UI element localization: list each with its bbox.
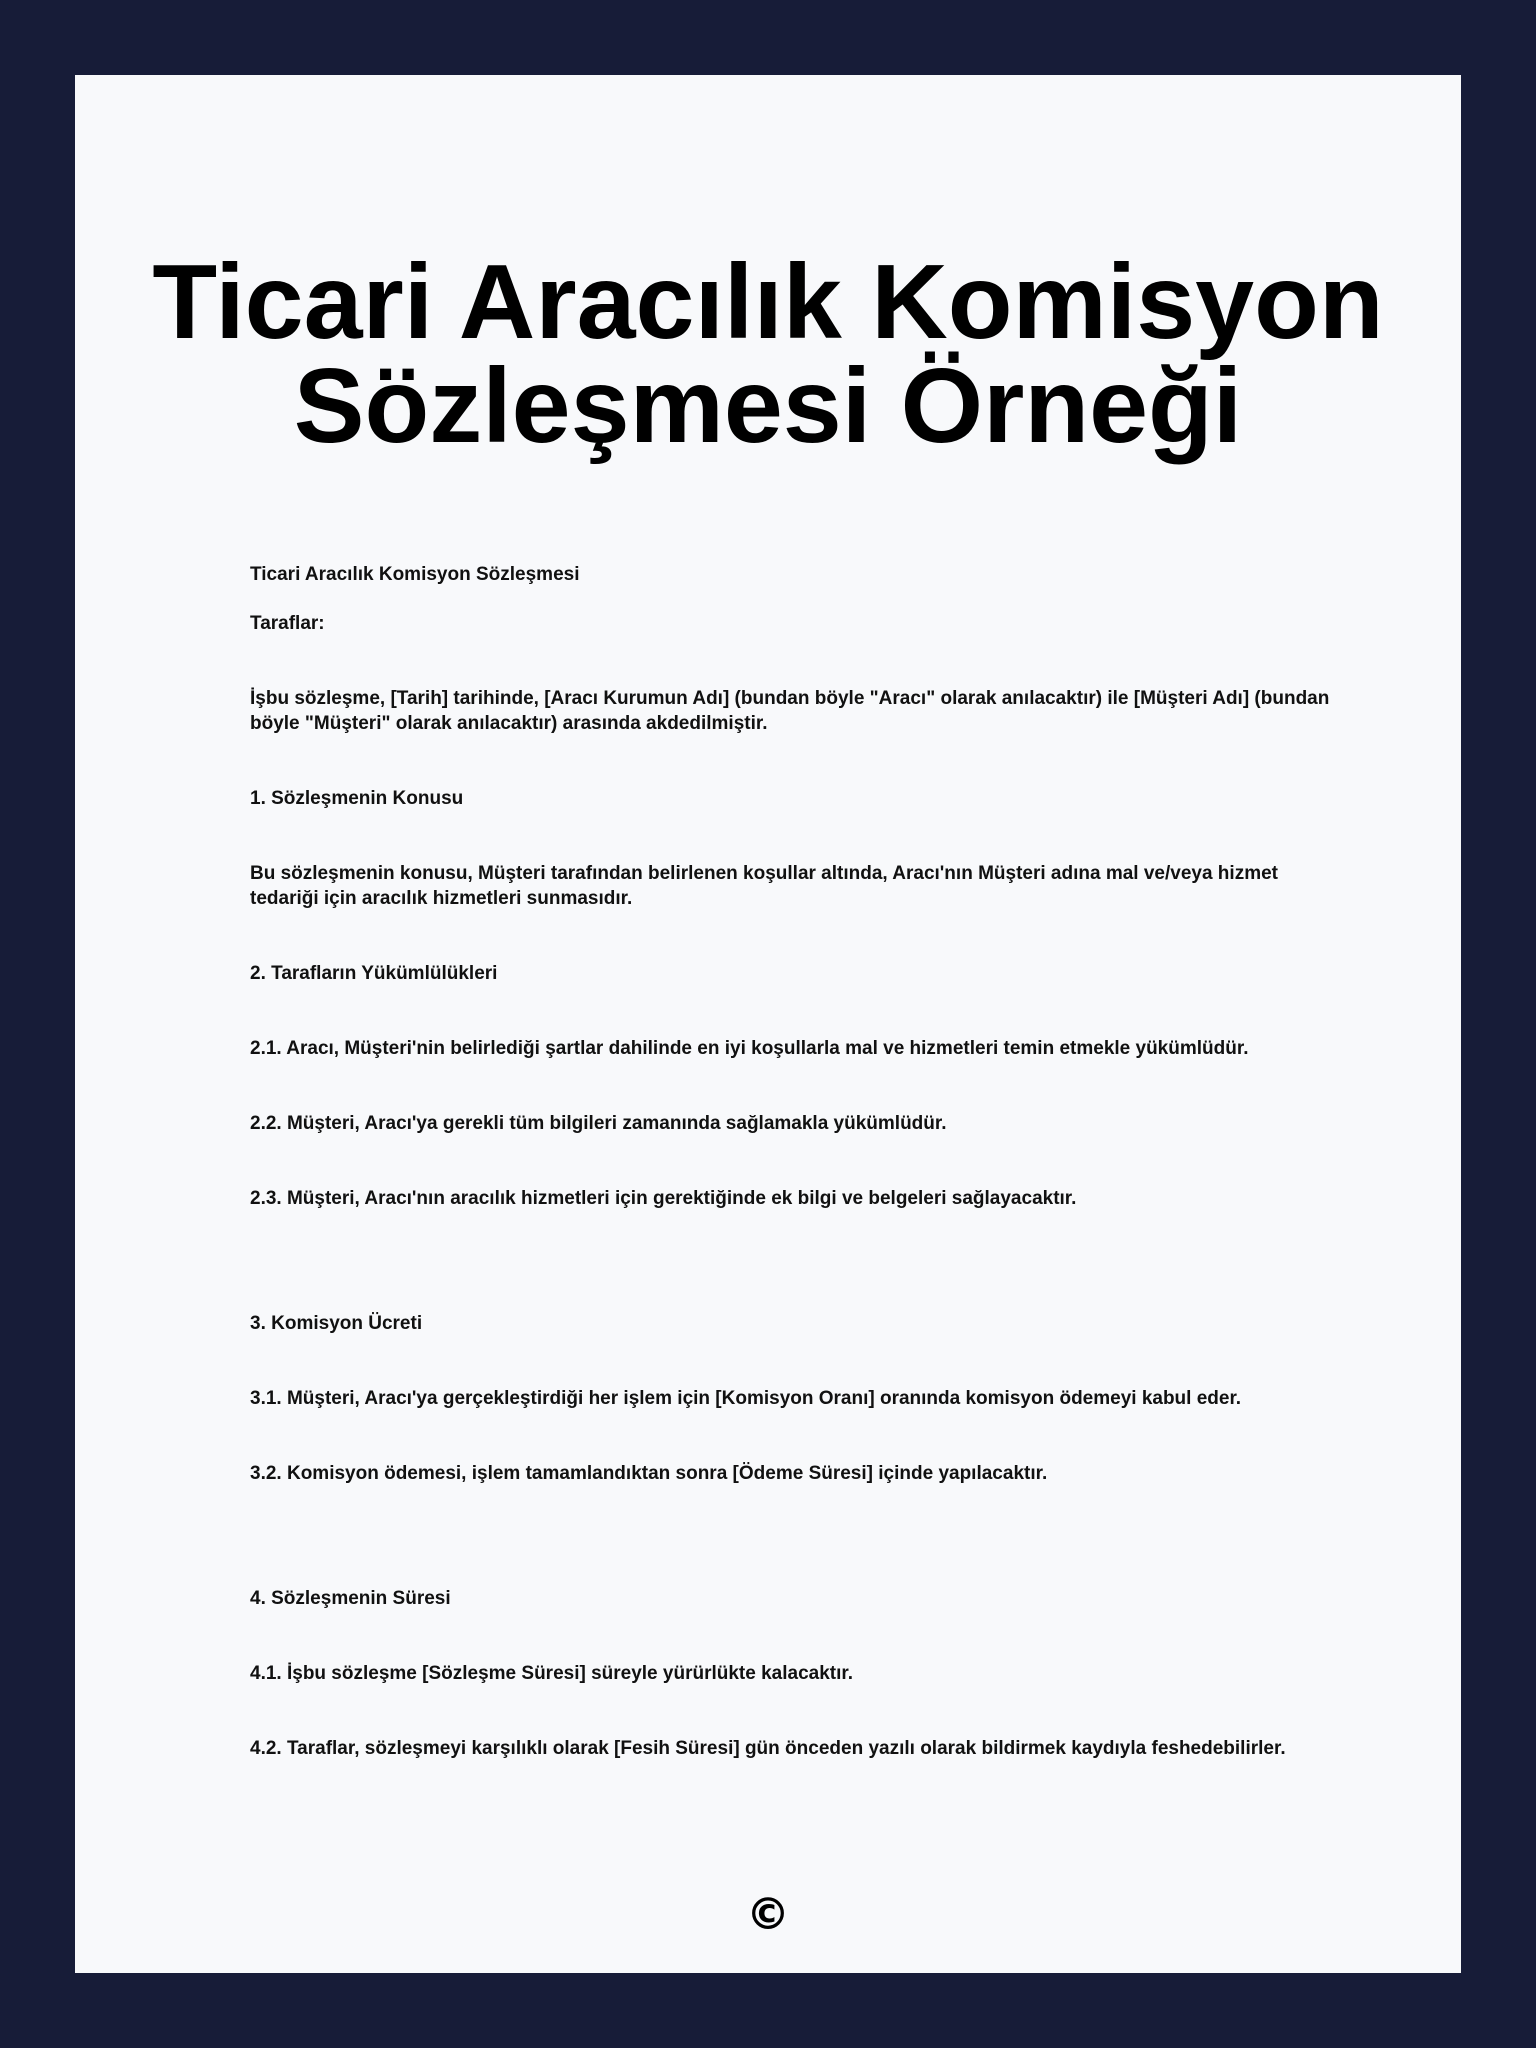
section-1-title: 1. Sözleşmenin Konusu <box>250 788 464 809</box>
document-title: Ticari Aracılık Komisyon Sözleşmesi Örneği <box>152 243 1384 465</box>
copyright-icon: © <box>746 1889 790 1940</box>
document-page <box>75 75 1461 1973</box>
section-2-1: 2.1. Aracı, Müşteri'nin belirlediği şartlar dahilinde en iyi koşullarla mal ve hizmetleri temin etmekle yükümlüdür. <box>250 1038 1249 1059</box>
section-2-title: 2. Tarafların Yükümlülükleri <box>250 963 498 984</box>
section-2-2: 2.2. Müşteri, Aracı'ya gerekli tüm bilgileri zamanında sağlamakla yükümlüdür. <box>250 1113 947 1134</box>
intro-paragraph: İşbu sözleşme, [Tarih] tarihinde, [Aracı Kurumun Adı] (bundan böyle "Aracı" olarak anılacaktır) ile [Müşteri Adı] (bundan böyle "Müşteri" olarak anılacaktır) arasında akdedilmiştir. <box>250 688 1330 734</box>
contract-heading: Ticari Aracılık Komisyon Sözleşmesi <box>250 564 580 585</box>
section-2-3: 2.3. Müşteri, Aracı'nın aracılık hizmetleri için gerektiğinde ek bilgi ve belgeleri sağlayacaktır. <box>250 1188 1077 1209</box>
section-4-1: 4.1. İşbu sözleşme [Sözleşme Süresi] süreyle yürürlükte kalacaktır. <box>250 1663 854 1684</box>
section-3-1: 3.1. Müşteri, Aracı'ya gerçekleştirdiği her işlem için [Komisyon Oranı] oranında komisyon ödemeyi kabul eder. <box>250 1388 1242 1409</box>
section-1-body: Bu sözleşmenin konusu, Müşteri tarafından belirlenen koşullar altında, Aracı'nın Müşteri adına mal ve/veya hizmet tedariği için aracılık hizmetleri sunmasıdır. <box>250 863 1278 909</box>
parties-label: Taraflar: <box>250 613 325 634</box>
section-3-title: 3. Komisyon Ücreti <box>250 1313 423 1334</box>
section-3-2: 3.2. Komisyon ödemesi, işlem tamamlandıktan sonra [Ödeme Süresi] içinde yapılacaktır. <box>250 1463 1048 1484</box>
section-4-2: 4.2. Taraflar, sözleşmeyi karşılıklı olarak [Fesih Süresi] gün önceden yazılı olarak bildirmek kaydıyla feshedebilirler. <box>250 1738 1286 1759</box>
section-4-title: 4. Sözleşmenin Süresi <box>250 1588 451 1609</box>
